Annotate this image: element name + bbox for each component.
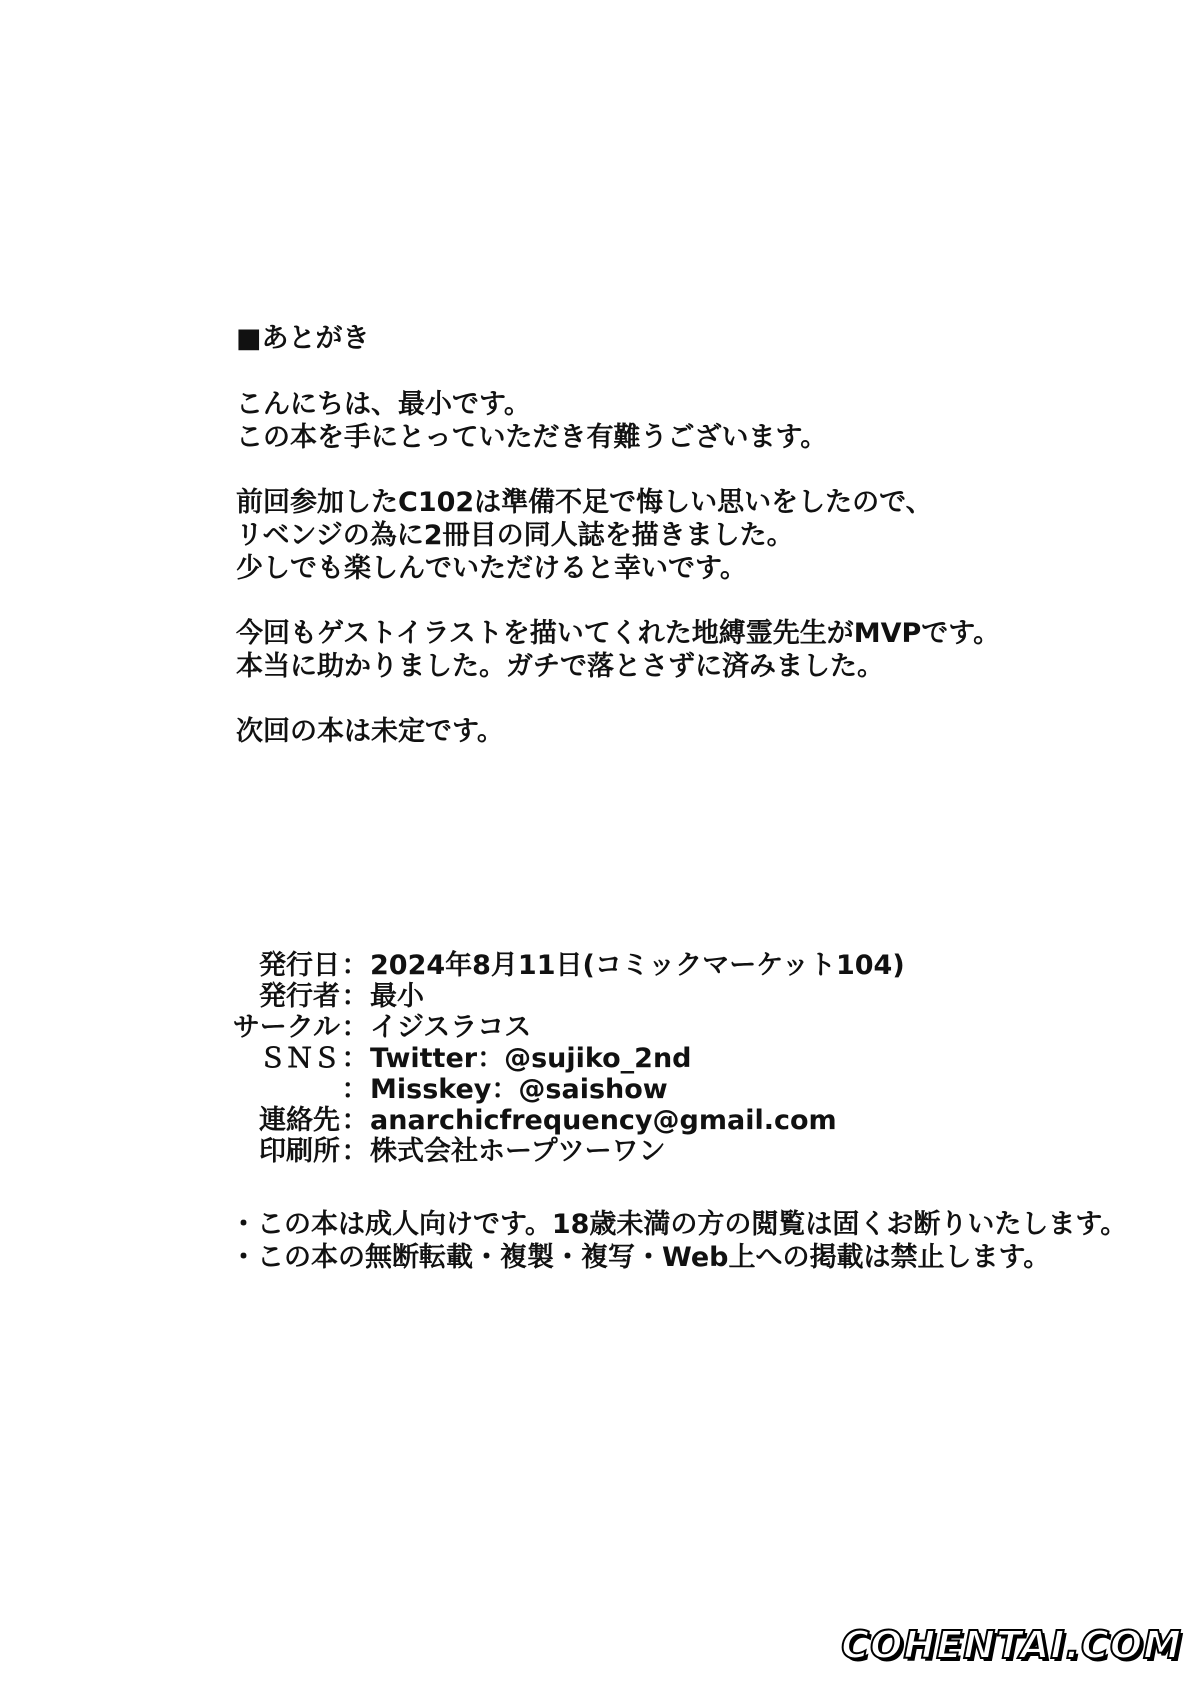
colophon-separator: ： (341, 1012, 369, 1043)
colophon-row-circle (230, 1012, 1130, 1043)
twitter-handle: Twitter：@sujiko_2nd (370, 1043, 692, 1074)
notices (230, 1208, 1130, 1274)
colophon-row-issue-date (230, 950, 1130, 981)
colophon-separator: ： (341, 1105, 369, 1136)
paragraph-line: この本を手にとっていただき有難うございます。 (236, 422, 828, 453)
colophon-separator: ： (341, 950, 369, 981)
colophon-row-sns-misskey (230, 1074, 1130, 1105)
colophon-label (230, 1074, 340, 1105)
colophon-row-sns (230, 1043, 1130, 1074)
colophon-separator: ： (341, 981, 369, 1012)
paragraph-line: 本当に助かりました。ガチで落とさずに済みました。 (236, 651, 884, 682)
paragraph-line: 次回の本は未定です。 (236, 716, 504, 747)
colophon-row-contact (230, 1105, 1130, 1136)
colophon-label: 発行日 (259, 950, 340, 981)
paragraph-line: 前回参加したC102は準備不足で悔しい思いをしたので、 (236, 487, 933, 518)
colophon-label: 印刷所 (259, 1136, 340, 1167)
site-watermark: COHENTAI.COM (841, 1623, 1182, 1667)
colophon-row-publisher (230, 981, 1130, 1012)
paragraph-line: 少しでも楽しんでいただけると幸いです。 (236, 553, 747, 584)
colophon-separator: ： (341, 1074, 369, 1105)
afterword-heading: ■あとがき (236, 323, 370, 354)
colophon-separator: ： (341, 1043, 369, 1074)
colophon-value: 株式会社ホープツーワン (370, 1136, 666, 1167)
afterword-paragraph (236, 715, 1136, 748)
colophon-label: ＳＮＳ (259, 1043, 340, 1074)
afterword-paragraph (236, 388, 1136, 454)
colophon-label: 連絡先 (259, 1105, 340, 1136)
colophon-label: 発行者 (259, 981, 340, 1012)
colophon-value: イジスラコス (370, 1012, 532, 1043)
paragraph-line: こんにちは、最小です。 (236, 389, 531, 420)
colophon-separator: ： (341, 1136, 369, 1167)
paragraph-line: 今回もゲストイラストを描いてくれた地縛霊先生がMVPです。 (236, 618, 1001, 649)
contact-email: anarchicfrequency@gmail.com (370, 1105, 837, 1136)
notice-adult-only: ・この本は成人向けです。18歳未満の方の閲覧は固くお断りいたします。 (230, 1209, 1128, 1240)
misskey-handle: Misskey：@saishow (370, 1074, 668, 1105)
colophon-value: 最小 (370, 981, 424, 1012)
afterword-paragraph (236, 486, 1136, 585)
afterword-section (236, 322, 1136, 780)
paragraph-line: リベンジの為に2冊目の同人誌を描きました。 (236, 520, 794, 551)
afterword-paragraph (236, 617, 1136, 683)
colophon-row-printer (230, 1136, 1130, 1167)
notice-no-reproduction: ・この本の無断転載・複製・複写・Web上への掲載は禁止します。 (230, 1242, 1051, 1273)
colophon-value: 2024年8月11日(コミックマーケット104) (370, 950, 905, 981)
colophon-label: サークル (232, 1012, 340, 1043)
colophon (230, 950, 1130, 1167)
